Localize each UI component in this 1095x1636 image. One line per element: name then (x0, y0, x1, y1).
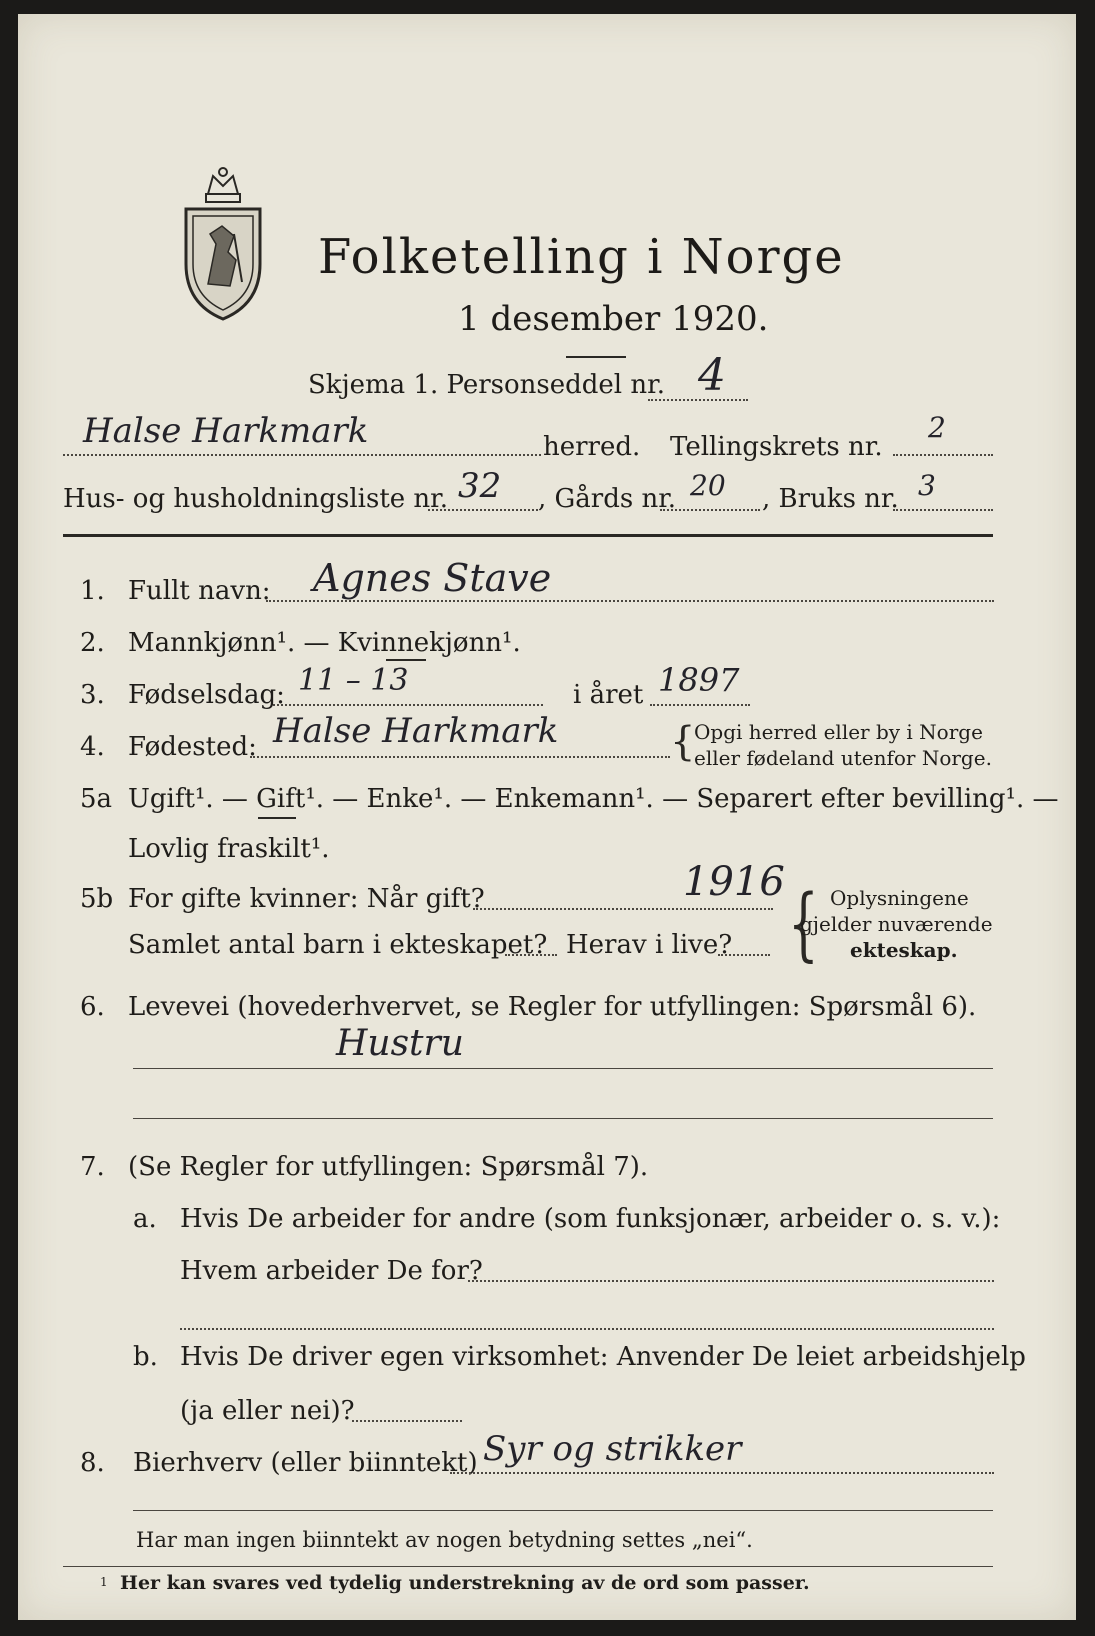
bruks-value[interactable]: 3 (918, 469, 936, 502)
q3-year-line (650, 704, 750, 706)
q6-line-2 (133, 1118, 993, 1119)
title-divider (566, 356, 626, 358)
q5b-number: 5b (80, 884, 114, 914)
q5b-children-line (505, 954, 557, 956)
q6-number: 6. (80, 992, 105, 1022)
q4-note-line1: Opgi herred eller by i Norge (694, 720, 983, 744)
q7-label: (Se Regler for utfyllingen: Spørsmål 7). (128, 1152, 649, 1182)
footer-note: Har man ingen biinntekt av nogen betydning settes „nei“. (136, 1528, 753, 1552)
birthplace-value[interactable]: Halse Harkmark (273, 711, 559, 751)
q2-number: 2. (80, 628, 105, 658)
q4-line (250, 756, 670, 758)
footnote-mark: 1 (100, 1575, 108, 1589)
gender-options[interactable]: Mannkjønn¹. — Kvinnekjønn¹. (128, 628, 521, 658)
gards-value[interactable]: 20 (690, 469, 726, 502)
q4-brace: { (670, 719, 696, 765)
q7a-employer-line[interactable] (468, 1280, 994, 1282)
husholdningsliste-value[interactable]: 32 (458, 466, 502, 506)
husholdningsliste-label: Hus- og husholdningsliste nr. (63, 484, 449, 514)
form-title: Folketelling i Norge (318, 229, 845, 285)
bruks-label: , Bruks nr. (762, 484, 899, 514)
census-date: 1 desember 1920. (458, 299, 769, 339)
q8-number: 8. (80, 1448, 105, 1478)
q5b-note-line1: Oplysningene (830, 886, 969, 910)
header-divider (63, 534, 993, 537)
marriage-year-value[interactable]: 1916 (683, 859, 785, 905)
q7a-employer-label: Hvem arbeider De for? (180, 1256, 483, 1286)
q1-label: Fullt navn: (128, 576, 271, 606)
q4-note-line2: eller fødeland utenfor Norge. (694, 746, 992, 770)
q5b-brace: { (788, 877, 819, 970)
herred-value[interactable]: Halse Harkmark (83, 411, 369, 451)
q3-number: 3. (80, 680, 105, 710)
q7b-letter: b. (133, 1342, 158, 1372)
bruks-line (893, 509, 993, 511)
gards-line (660, 509, 760, 511)
full-name-value[interactable]: Agnes Stave (313, 556, 552, 600)
marital-status-options-2[interactable]: Lovlig fraskilt¹. (128, 834, 330, 864)
q5a-number: 5a (80, 784, 113, 814)
q7b-label: Hvis De driver egen virksomhet: Anvender De leiet arbeidshjelp (180, 1342, 1026, 1372)
q8-line (450, 1472, 994, 1474)
q5b-alive-line (718, 954, 770, 956)
q4-label: Fødested: (128, 732, 257, 762)
q5b-line (473, 908, 773, 910)
footer-divider (133, 1510, 993, 1511)
q7b-answer-label: (ja eller nei)? (180, 1396, 355, 1426)
birthday-value[interactable]: 11 – 13 (298, 663, 409, 698)
tellingskrets-value[interactable]: 2 (928, 411, 946, 444)
marital-status-options[interactable]: Ugift¹. — Gift¹. — Enke¹. — Enkemann¹. — Separert efter bevilling¹. — (128, 784, 1059, 814)
herred-line (63, 454, 541, 456)
coat-of-arms-icon (178, 164, 268, 324)
gender-underline (386, 659, 426, 661)
footnote-text: Her kan svares ved tydelig understrekning av de ord som passer. (120, 1572, 810, 1594)
q1-line (266, 600, 994, 602)
side-income-value[interactable]: Syr og strikker (483, 1429, 742, 1469)
q5b-alive-label: Herav i live? (566, 930, 733, 960)
q7b-answer-line[interactable] (352, 1420, 462, 1422)
q7a-employer-line-2[interactable] (180, 1328, 994, 1330)
husholdningsliste-line (428, 509, 538, 511)
q8-label: Bierhverv (eller biinntekt) (133, 1448, 478, 1478)
q7a-label: Hvis De arbeider for andre (som funksjonær, arbeider o. s. v.): (180, 1204, 1001, 1234)
marital-underline (258, 817, 296, 819)
q6-line-1 (133, 1068, 993, 1069)
census-form (18, 14, 1076, 1620)
q7-number: 7. (80, 1152, 105, 1182)
occupation-value[interactable]: Hustru (336, 1023, 464, 1064)
birth-year-value[interactable]: 1897 (658, 661, 740, 699)
q3-line (273, 704, 543, 706)
q5b-label: For gifte kvinner: Når gift? (128, 884, 485, 914)
q1-number: 1. (80, 576, 105, 606)
q5b-children-label: Samlet antal barn i ekteskapet? (128, 930, 548, 960)
q4-number: 4. (80, 732, 105, 762)
q3-label: Fødselsdag: (128, 680, 285, 710)
herred-label: herred. (543, 432, 641, 462)
tellingskrets-label: Tellingskrets nr. (670, 432, 883, 462)
q5b-note-line3: ekteskap. (850, 938, 958, 962)
footnote-divider (63, 1566, 993, 1567)
q6-label: Levevei (hovederhvervet, se Regler for utfyllingen: Spørsmål 6). (128, 992, 977, 1022)
q7a-letter: a. (133, 1204, 157, 1234)
tellingskrets-line (893, 454, 993, 456)
gards-label: , Gårds nr. (538, 484, 677, 514)
q5b-note-line2: gjelder nuværende (800, 912, 993, 936)
schema-label: Skjema 1. Personseddel nr. (308, 370, 665, 400)
q3-year-label: i året (573, 680, 644, 710)
personseddel-value[interactable]: 4 (698, 350, 726, 401)
